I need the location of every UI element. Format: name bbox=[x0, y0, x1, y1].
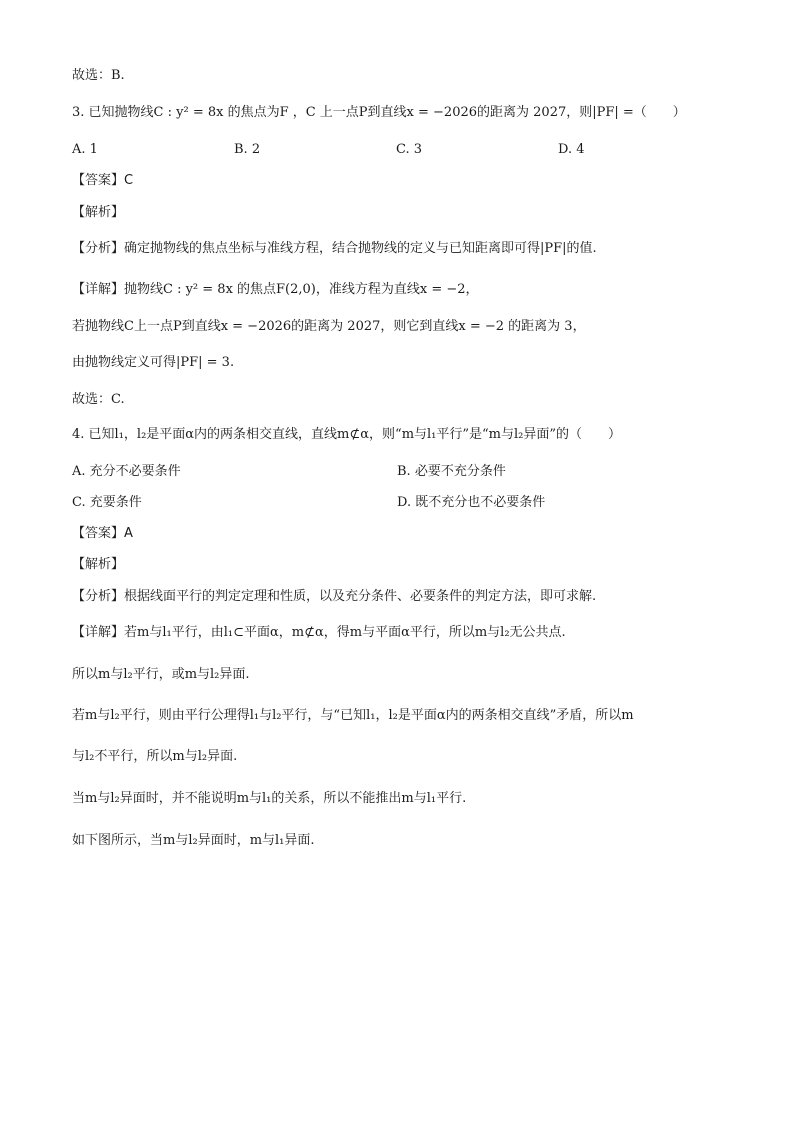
q3-analysis-title: 【解析】 bbox=[72, 205, 125, 220]
q3-option-c: C. 3 bbox=[396, 142, 423, 157]
q3-xiangjie-3: 由抛物线定义可得|PF| = 3. bbox=[72, 355, 235, 370]
q4-option-d: D. 既不充分也不必要条件 bbox=[397, 495, 546, 510]
q4-xiangjie-1: 【详解】若m与l₁平行，由l₁⊂平面α，m⊄α，得m与平面α平行，所以m与l₂无公共点. bbox=[72, 625, 566, 640]
q4-answer: 【答案】A bbox=[72, 526, 133, 541]
q3-stem: 3. 已知抛物线C : y² = 8x 的焦点为F ，C 上一点P到直线x = −2026的距离为 2027，则|PF| =（ ） bbox=[72, 105, 686, 120]
q3-xiangjie-1: 【详解】抛物线C : y² = 8x 的焦点F(2,0)，准线方程为直线x = −2， bbox=[72, 282, 479, 297]
q2-conclusion: 故选：B. bbox=[72, 68, 125, 83]
q4-xiangjie-4: 与l₂不平行，所以m与l₂异面. bbox=[72, 749, 238, 764]
q3-option-b: B. 2 bbox=[234, 142, 261, 157]
q3-xiangjie-2: 若抛物线C上一点P到直线x = −2026的距离为 2027，则它到直线x = −2 的距离为 3， bbox=[72, 319, 586, 334]
q3-answer: 【答案】C bbox=[72, 173, 134, 188]
q3-fenxi: 【分析】确定抛物线的焦点坐标与准线方程，结合抛物线的定义与已知距离即可得|PF|的值. bbox=[72, 241, 597, 256]
q4-xiangjie-3: 若m与l₂平行，则由平行公理得l₁与l₂平行，与“已知l₁，l₂是平面α内的两条相交直线”矛盾，所以m bbox=[72, 708, 634, 723]
q4-analysis-title: 【解析】 bbox=[72, 557, 125, 572]
q4-option-a: A. 充分不必要条件 bbox=[72, 464, 181, 479]
q3-option-d: D. 4 bbox=[558, 142, 585, 157]
q4-xiangjie-2: 所以m与l₂平行，或m与l₂异面. bbox=[72, 667, 250, 682]
q3-conclusion: 故选：C. bbox=[72, 392, 125, 407]
q4-xiangjie-5: 当m与l₂异面时，并不能说明m与l₁的关系，所以不能推出m与l₁平行. bbox=[72, 791, 467, 806]
q4-xiangjie-6: 如下图所示，当m与l₂异面时，m与l₁异面. bbox=[72, 833, 315, 848]
q3-option-a: A. 1 bbox=[72, 142, 98, 157]
q4-fenxi: 【分析】根据线面平行的判定定理和性质，以及充分条件、必要条件的判定方法，即可求解. bbox=[72, 589, 597, 604]
q4-option-c: C. 充要条件 bbox=[72, 495, 142, 510]
q4-stem: 4. 已知l₁，l₂是平面α内的两条相交直线，直线m⊄α，则“m与l₁平行”是“m与l₂异面”的（ ） bbox=[72, 427, 622, 442]
q4-option-b: B. 必要不充分条件 bbox=[397, 464, 506, 479]
